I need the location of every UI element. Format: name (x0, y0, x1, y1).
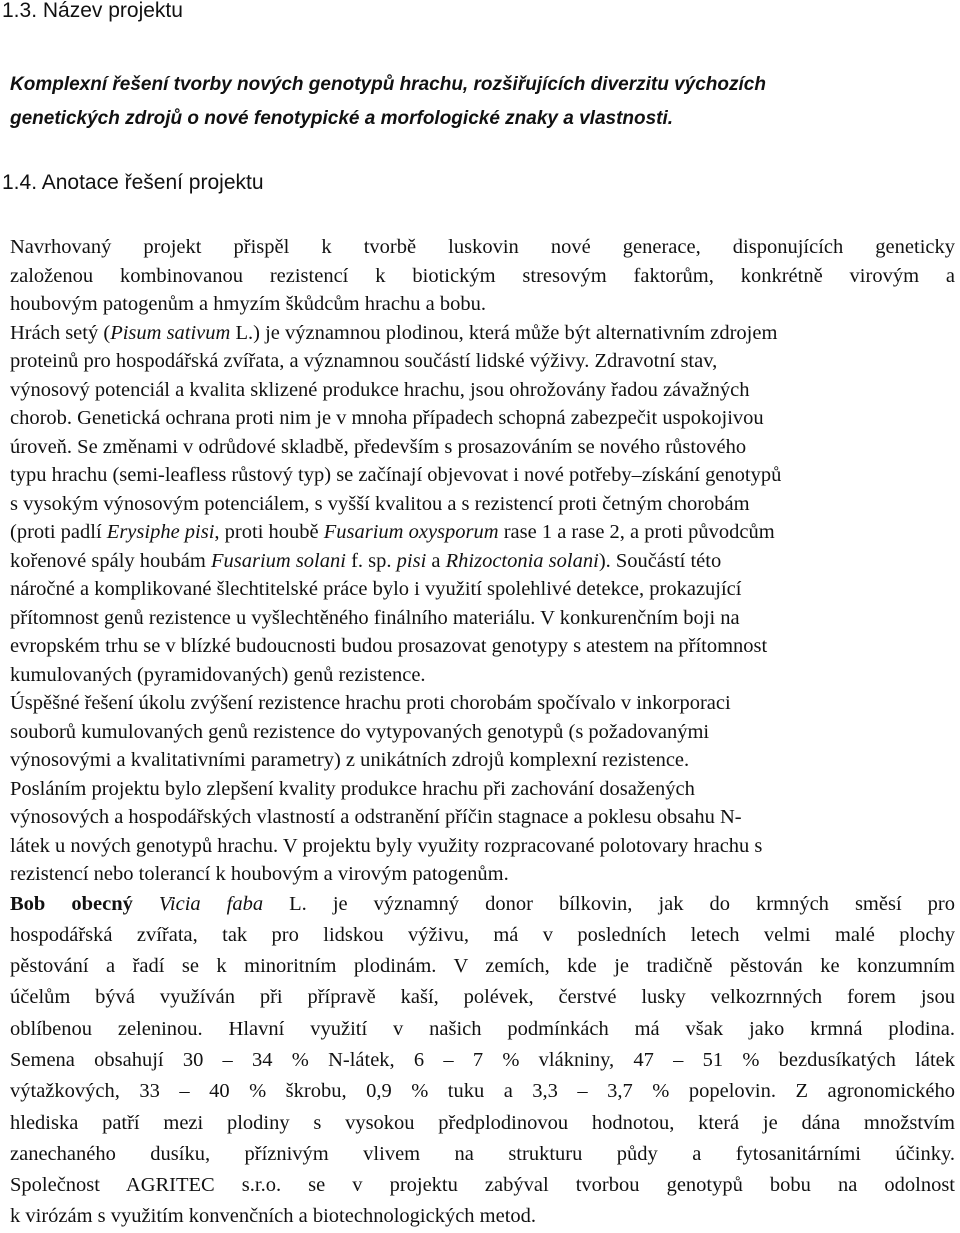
text-line: výnosový potenciál a kvalita sklizené produkce hrachu, jsou ohrožovány řadou závažných (10, 378, 750, 401)
text-line: výtažkových, 33 – 40 % škrobu, 0,9 % tuku a 3,3 – 3,7 % popelovin. Z agronomického (10, 1080, 955, 1103)
text-line: náročné a komplikované šlechtitelské práce bylo i využití spolehlivé detekce, prokazující (10, 578, 742, 600)
text-line: výnosových a hospodářských vlastností a odstranění příčin stagnace a poklesu obsahu N- (10, 806, 742, 828)
text-run: L.) je významnou plodinou, která může být alternativním zdrojem (230, 321, 778, 344)
text-line: rezistencí nebo tolerancí k houbovým a virovým patogenům. (10, 863, 509, 885)
text-line (10, 319, 955, 348)
project-title-line: Komplexní řešení tvorby nových genotypů hrachu, rozšiřujících diverzitu výchozích (10, 74, 766, 95)
text-line: látek u nových genotypů hrachu. V projektu byly využity rozpracované polotovary hrachu s (10, 834, 763, 857)
text-run: f. sp. (345, 549, 397, 572)
annotation-body (10, 233, 955, 1233)
text-line: Navrhovaný projekt přispěl k tvorbě luskovin nové generace, disponujících geneticky (10, 236, 955, 258)
latin-name: Rhizoctonia solani (445, 549, 599, 572)
text-run: Hrách setý ( (10, 321, 111, 344)
text-run: , proti houbě (214, 521, 324, 543)
text-line: zanechaného dusíku, příznivým vlivem na strukturu půdy a fytosanitárními účinky. (10, 1142, 955, 1165)
text-line: hospodářská zvířata, tak pro lidskou výživu, má v posledních letech velmi malé plochy (10, 923, 955, 946)
project-title-line: genetických zdrojů o nové fenotypické a morfologické znaky a vlastnosti. (10, 108, 674, 129)
text-line: s vysokým výnosovým potenciálem, s vyšší kvalitou a s rezistencí proti četným chorobám (10, 492, 750, 515)
section-heading-annotation: 1.4. Anotace řešení projektu (2, 171, 264, 194)
text-line: kumulovaných (pyramidovaných) genů rezistence. (10, 663, 426, 686)
bold-term: Bob obecný (10, 892, 133, 915)
text-line (10, 518, 955, 547)
latin-name: Fusarium oxysporum (323, 521, 499, 543)
text-run: kořenové spály houbám (10, 549, 211, 572)
text-line: houbovým patogenům a hmyzím škůdcům hrachu a bobu. (10, 293, 486, 315)
text-run: rase 1 a rase 2, a proti původcům (498, 521, 775, 543)
text-line (10, 547, 955, 576)
text-line: k virózám s využitím konvenčních a biotechnologických metod. (10, 1205, 537, 1228)
text-line: Posláním projektu bylo zlepšení kvality produkce hrachu při zachování dosažených (10, 777, 695, 800)
latin-name: Pisum sativum (110, 321, 231, 344)
text-line: evropském trhu se v blízké budoucnosti budou prosazovat genotypy s atestem na přítomnost (10, 635, 768, 657)
text-line: oblíbenou zeleninou. Hlavní využití v našich podmínkách má však jako krmná plodina. (10, 1017, 955, 1040)
project-title (10, 68, 950, 136)
text-line: hlediska patří mezi plodiny s vysokou předplodinovou hodnotou, která je dána množstvím (10, 1111, 955, 1134)
text-line: typu hrachu (semi-leafless růstový typ) se začínají objevovat i nové potřeby–získání genotypů (10, 464, 782, 486)
text-line: Úspěšné řešení úkolu zvýšení rezistence hrachu proti chorobám spočívalo v inkorporaci (10, 692, 731, 714)
latin-name: pisi (396, 549, 427, 572)
text-line: proteinů pro hospodářská zvířata, a významnou součástí lidské výživy. Zdravotní stav, (10, 350, 718, 372)
text-line: založenou kombinovanou rezistencí k biotickým stresovým faktorům, konkrétně virovým a (10, 264, 955, 287)
text-line: účelům bývá využíván při přípravě kaší, polévek, čerstvé lusky velkozrnných forem jsou (10, 986, 955, 1009)
text-line: souborů kumulovaných genů rezistence do vytypovaných genotypů (s požadovanými (10, 720, 710, 743)
text-line: Společnost AGRITEC s.r.o. se v projektu zabýval tvorbou genotypů bobu na odolnost (10, 1174, 955, 1197)
latin-name: Vicia faba (158, 892, 264, 915)
text-line: pěstování a řadí se k minoritním plodinám. V zemích, kde je tradičně pěstován ke konzumním (10, 955, 955, 978)
text-run: a (426, 549, 446, 572)
text-line: přítomnost genů rezistence u vyšlechtěného finálního materiálu. V konkurenčním boji na (10, 606, 740, 629)
latin-name: Erysiphe pisi (106, 521, 215, 543)
text-line: výnosovými a kvalitativními parametry) z unikátních zdrojů komplexní rezistence. (10, 749, 690, 771)
text-line: Semena obsahují 30 – 34 % N-látek, 6 – 7 % vlákniny, 47 – 51 % bezdusíkatých látek (10, 1048, 955, 1071)
text-run: ). Součástí této (598, 549, 722, 572)
text-line (10, 889, 955, 920)
latin-name: Fusarium solani (210, 549, 346, 572)
text-run: L. je významný donor bílkovin, jak do krmných směsí pro (263, 892, 955, 915)
text-line: úroveň. Se změnami v odrůdové skladbě, především s prosazováním se nového růstového (10, 435, 747, 458)
text-run (133, 893, 159, 915)
text-run: (proti padlí (10, 521, 107, 543)
section-heading-title: 1.3. Název projektu (2, 0, 183, 22)
text-line: chorob. Genetická ochrana proti nim je v mnoha případech schopná zabezpečit uspokojivou (10, 407, 764, 429)
